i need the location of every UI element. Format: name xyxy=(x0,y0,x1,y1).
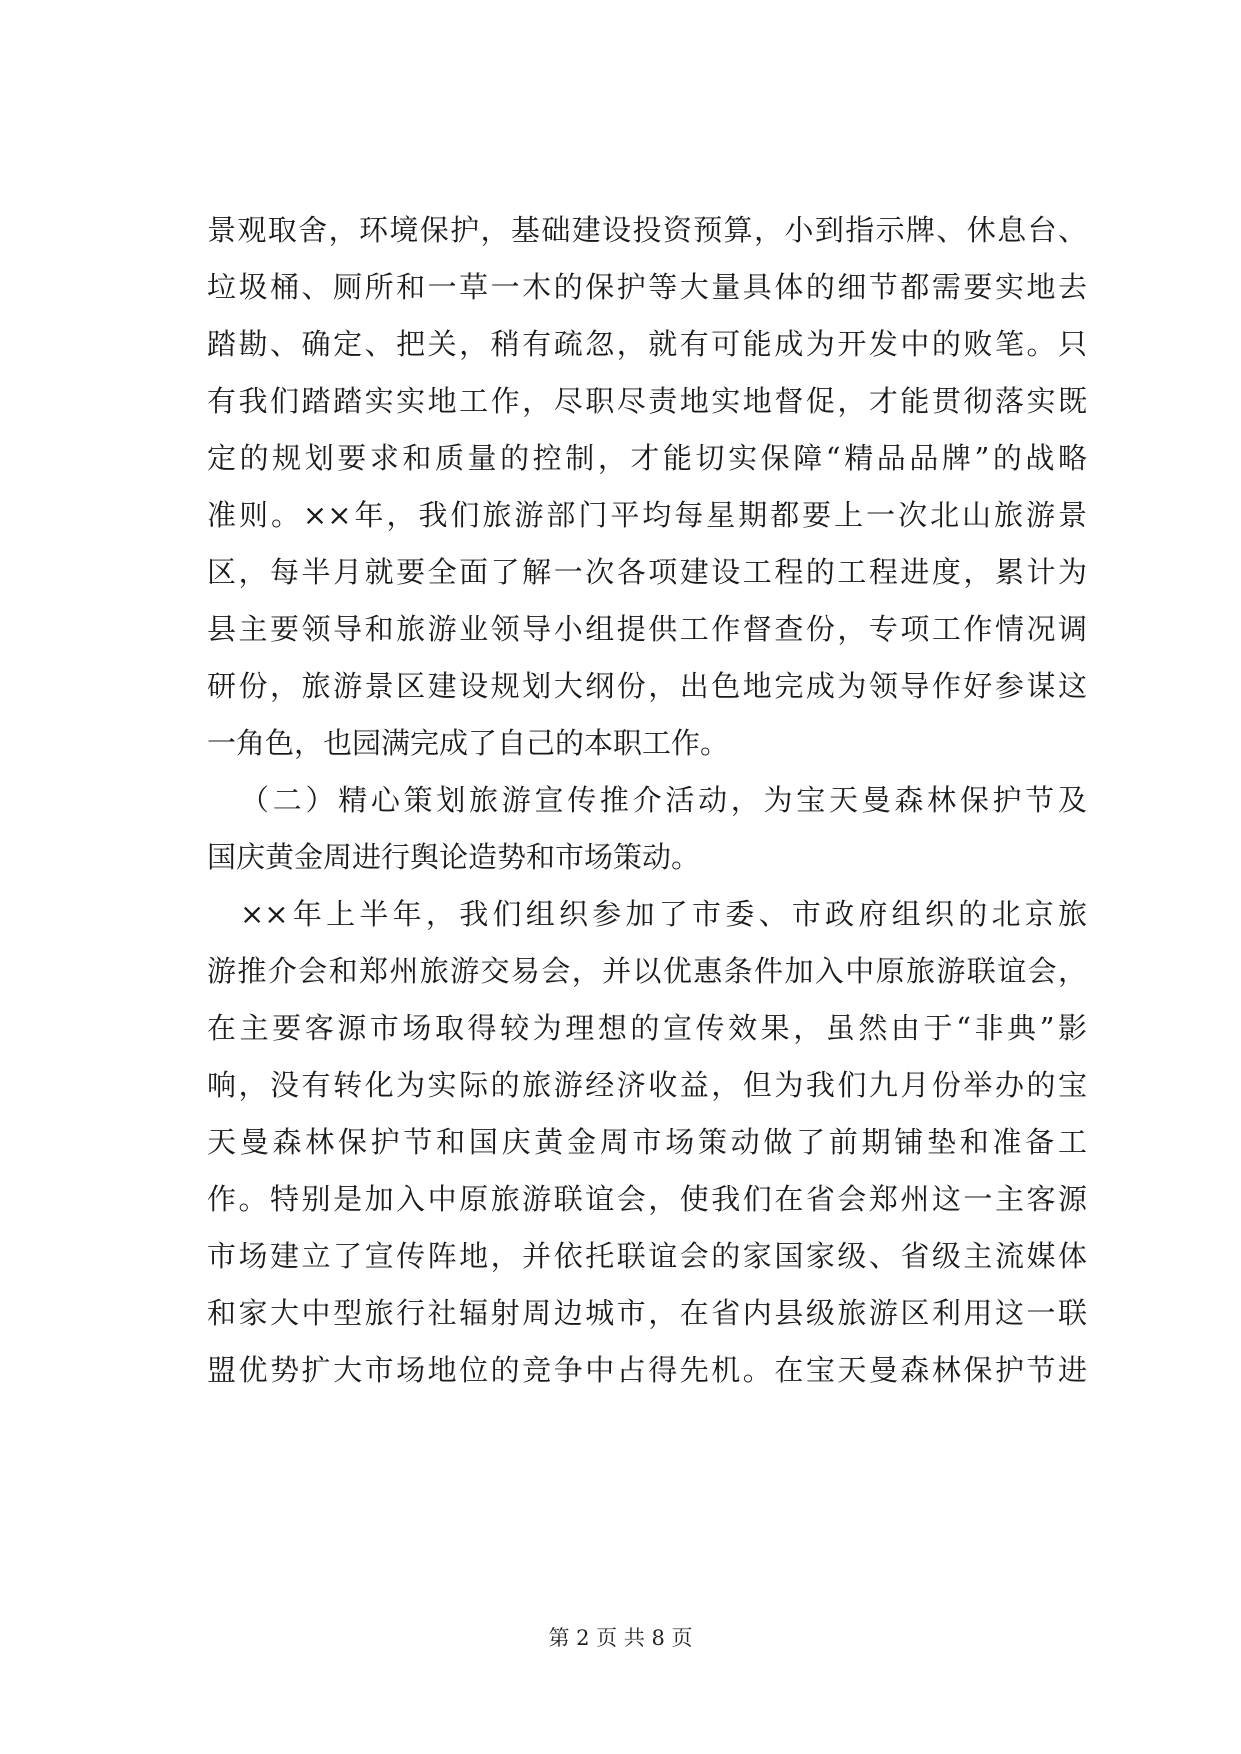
paragraph-line: 在主要客源市场取得较为理想的宣传效果，虽然由于“非典”影 xyxy=(207,1011,1087,1045)
paragraph-line: 响，没有转化为实际的旅游经济收益，但为我们九月份举办的宝 xyxy=(207,1068,1087,1102)
paragraph-line: 作。特别是加入中原旅游联谊会，使我们在省会郑州这一主客源 xyxy=(207,1182,1087,1216)
paragraph-line: 有我们踏踏实实地工作，尽职尽责地实地督促，才能贯彻落实既 xyxy=(207,384,1087,418)
paragraph-line: 盟优势扩大市场地位的竞争中占得先机。在宝天曼森林保护节进 xyxy=(207,1353,1087,1387)
paragraph-line: 和家大中型旅行社辐射周边城市，在省内县级旅游区利用这一联 xyxy=(207,1296,1087,1330)
paragraph-line: 县主要领导和旅游业领导小组提供工作督查份，专项工作情况调 xyxy=(207,612,1087,646)
paragraph-line: 定的规划要求和质量的控制，才能切实保障“精品品牌”的战略 xyxy=(207,441,1087,475)
paragraph-line: 一角色，也园满完成了自己的本职工作。 xyxy=(207,726,730,760)
paragraph-line: 区，每半月就要全面了解一次各项建设工程的工程进度，累计为 xyxy=(207,555,1087,589)
paragraph-line: 游推介会和郑州旅游交易会，并以优惠条件加入中原旅游联谊会， xyxy=(207,954,1087,988)
paragraph-line: 研份，旅游景区建设规划大纲份，出色地完成为领导作好参谋这 xyxy=(207,669,1087,703)
paragraph-line: 天曼森林保护节和国庆黄金周市场策动做了前期铺垫和准备工 xyxy=(207,1125,1087,1159)
page-number-footer: 第 2 页 共 8 页 xyxy=(548,1626,693,1650)
paragraph-line: 准则。××年，我们旅游部门平均每星期都要上一次北山旅游景 xyxy=(207,498,1087,532)
section-heading-line: 国庆黄金周进行舆论造势和市场策动。 xyxy=(207,840,701,874)
paragraph-line: ××年上半年，我们组织参加了市委、市政府组织的北京旅 xyxy=(240,897,1087,931)
paragraph-line: 垃圾桶、厕所和一草一木的保护等大量具体的细节都需要实地去 xyxy=(207,270,1087,304)
paragraph-line: 踏勘、确定、把关，稍有疏忽，就有可能成为开发中的败笔。只 xyxy=(207,327,1087,361)
section-heading-line: （二）精心策划旅游宣传推介活动，为宝天曼森林保护节及 xyxy=(240,783,1087,817)
paragraph-line: 市场建立了宣传阵地，并依托联谊会的家国家级、省级主流媒体 xyxy=(207,1239,1087,1273)
paragraph-line: 景观取舍，环境保护，基础建设投资预算，小到指示牌、休息台、 xyxy=(207,213,1087,247)
